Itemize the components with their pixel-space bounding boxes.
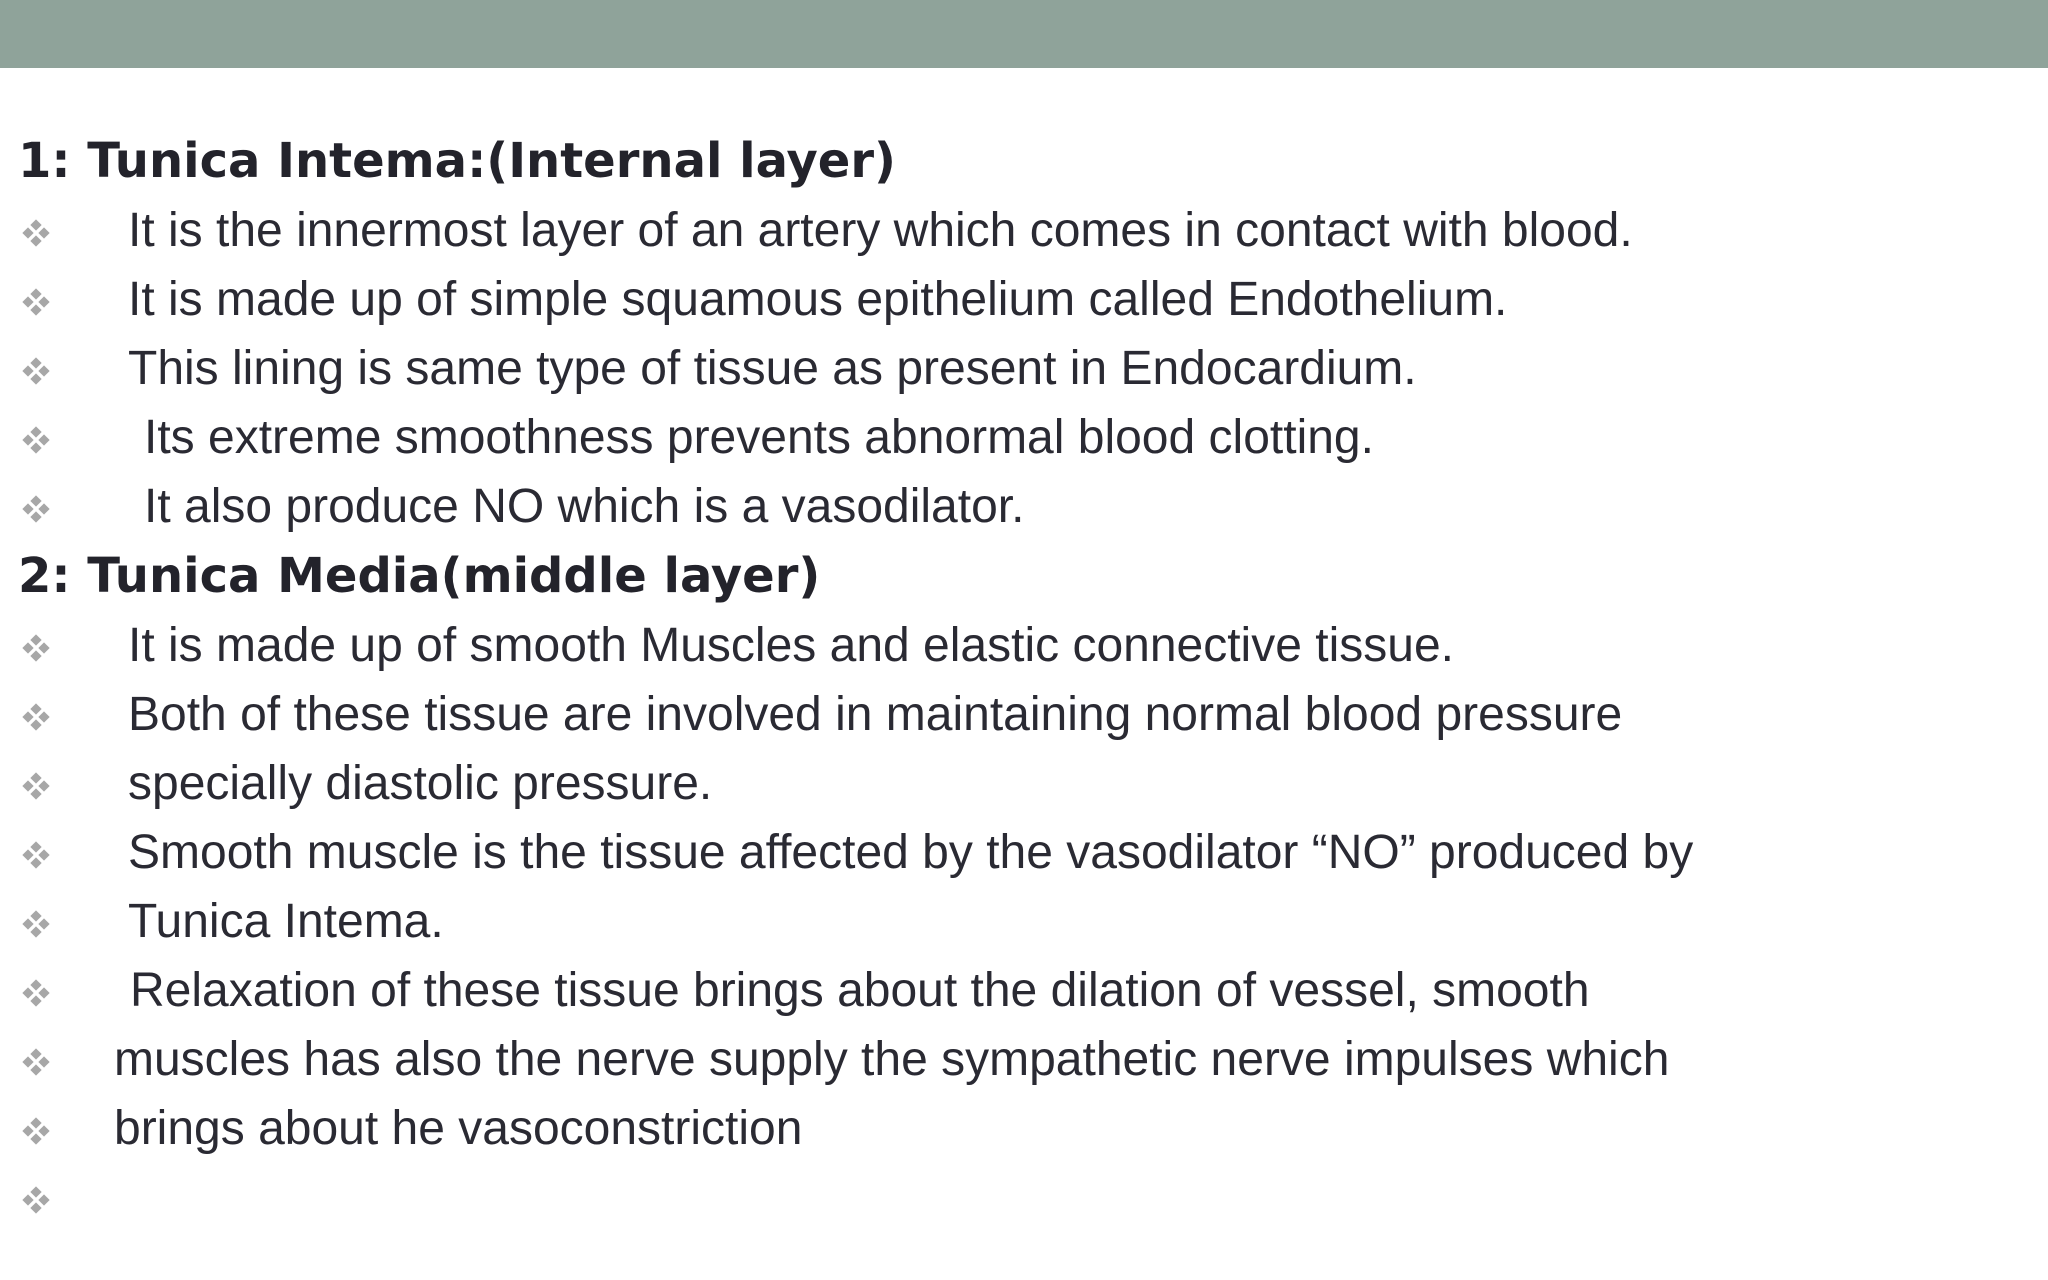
list-item bbox=[18, 265, 2018, 334]
list-item-text: Tunica Intema. bbox=[128, 895, 444, 948]
diamond-bullet-icon bbox=[18, 1047, 54, 1077]
list-item bbox=[18, 680, 2018, 749]
section-heading-tunica-intema: 1: Tunica Intema:(Internal layer) bbox=[18, 133, 896, 189]
diamond-bullet-icon bbox=[18, 218, 54, 248]
list-item-text: It is made up of smooth Muscles and elastic connective tissue. bbox=[128, 619, 1454, 672]
diamond-bullet-icon bbox=[18, 909, 54, 939]
diamond-bullet-icon bbox=[18, 978, 54, 1008]
list-item-text: muscles has also the nerve supply the sympathetic nerve impulses which bbox=[114, 1033, 1670, 1086]
diamond-bullet-icon bbox=[18, 1185, 54, 1215]
diamond-bullet-icon bbox=[18, 425, 54, 455]
diamond-bullet-icon bbox=[18, 1116, 54, 1146]
list-item bbox=[18, 334, 2018, 403]
diamond-bullet-icon bbox=[18, 494, 54, 524]
diamond-bullet-icon bbox=[18, 356, 54, 386]
list-item-text: Its extreme smoothness prevents abnormal blood clotting. bbox=[144, 411, 1374, 464]
list-item-text: brings about he vasoconstriction bbox=[114, 1102, 803, 1155]
slide-content bbox=[18, 126, 2018, 1232]
diamond-bullet-icon bbox=[18, 702, 54, 732]
list-item bbox=[18, 1025, 2018, 1094]
list-item bbox=[18, 887, 2018, 956]
list-item bbox=[18, 749, 2018, 818]
list-item-text: Relaxation of these tissue brings about the dilation of vessel, smooth bbox=[130, 964, 1590, 1017]
diamond-bullet-icon bbox=[18, 771, 54, 801]
list-item bbox=[18, 196, 2018, 265]
list-item-text: It is the innermost layer of an artery which comes in contact with blood. bbox=[128, 204, 1633, 257]
list-item bbox=[18, 1094, 2018, 1163]
list-item bbox=[18, 956, 2018, 1025]
list-item bbox=[18, 611, 2018, 680]
diamond-bullet-icon bbox=[18, 633, 54, 663]
list-item bbox=[18, 818, 2018, 887]
list-item bbox=[18, 403, 2018, 472]
list-item-text: Both of these tissue are involved in maintaining normal blood pressure bbox=[128, 688, 1623, 741]
list-item-text: This lining is same type of tissue as present in Endocardium. bbox=[128, 342, 1417, 395]
list-item-text: It also produce NO which is a vasodilator. bbox=[144, 480, 1025, 533]
list-item-text: specially diastolic pressure. bbox=[128, 757, 713, 810]
list-item-text: It is made up of simple squamous epithelium called Endothelium. bbox=[128, 273, 1508, 326]
list-item bbox=[18, 472, 2018, 541]
slide-top-bar bbox=[0, 0, 2048, 68]
list-item-text: Smooth muscle is the tissue affected by the vasodilator “NO” produced by bbox=[128, 826, 1694, 879]
diamond-bullet-icon bbox=[18, 840, 54, 870]
list-item bbox=[18, 1163, 2018, 1232]
section-heading-tunica-media: 2: Tunica Media(middle layer) bbox=[18, 548, 821, 604]
diamond-bullet-icon bbox=[18, 287, 54, 317]
